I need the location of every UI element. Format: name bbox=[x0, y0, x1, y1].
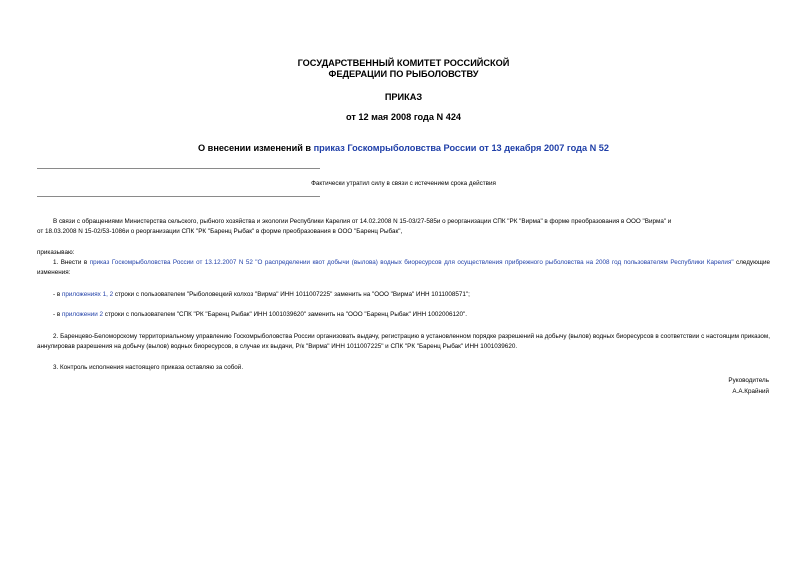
document-type: ПРИКАЗ bbox=[384, 92, 423, 102]
item-1 bbox=[37, 258, 770, 278]
order-word: приказываю: bbox=[37, 249, 75, 256]
sub-item-1-prefix: - в bbox=[53, 291, 62, 298]
item-3: 3. Контроль исполнения настоящего приказа оставляю за собой. bbox=[53, 364, 244, 371]
issuer-line-2: ФЕДЕРАЦИИ ПО РЫБОЛОВСТВУ bbox=[328, 69, 479, 79]
signature-name: А.А.Крайний bbox=[732, 388, 769, 395]
sub-item-2 bbox=[37, 310, 770, 320]
preamble-text-1: В связи с обращениями Министерства сельского, рыбного хозяйства и экологии Республики Карелия от 14.02.2008 N 15-03/27-585и о реорганизации СПК "РК "Вирма" в форме преобразования в ООО "Вирма" и bbox=[53, 218, 672, 225]
preamble-line-2: от 18.03.2008 N 15-02/53-1086и о реорганизации СПК "РК "Баренц Рыбак" в форме преобразования в ООО "Баренц Рыбак", bbox=[37, 228, 403, 235]
item-1-order-link[interactable]: приказ Госкомрыболовства России от 13.12.2007 N 52 "О распределении квот добычи (вылова) водных биоресурсов для осуществления прибрежного рыболовства на 2008 год пользователям Республики Карелия" bbox=[89, 259, 734, 266]
divider-bottom bbox=[37, 196, 320, 197]
document-title bbox=[0, 143, 807, 153]
appendix-2-link[interactable]: приложении 2 bbox=[61, 311, 104, 318]
divider-top bbox=[37, 168, 320, 169]
sub-item-2-prefix: - в bbox=[53, 311, 62, 318]
title-referenced-order-link[interactable]: приказ Госкомрыболовства России от 13 декабря 2007 года N 52 bbox=[313, 143, 610, 153]
document-date-number: от 12 мая 2008 года N 424 bbox=[345, 112, 462, 122]
sub-item-2-suffix: строки с пользователем "СПК "РК "Баренц Рыбак" ИНН 1001039620" заменить на "ООО "Баренц Рыбак" ИНН 1002006120". bbox=[103, 311, 467, 318]
item-1-prefix: 1. Внести в bbox=[53, 259, 90, 266]
sub-item-1 bbox=[37, 290, 770, 300]
item-1-suffix: следующие изменения: bbox=[37, 259, 770, 276]
sub-item-1-suffix: строки с пользователем "Рыболовецкий колхоз "Вирма" ИНН 1011007225" заменить на "ООО "Вирма" ИНН 1011008571"; bbox=[113, 291, 470, 298]
item-2: 2. Баренцево-Беломорскому территориальному управлению Госкомрыболовства России организовать выдачу, регистрацию в установленном порядке разрешений на добычу (вылов) водных биоресурсов в соответствии с настоящим приказом, аннулировав разрешения на добычу (вылов) водных биоресурсов, в случае их выдачи, Р/к "Вирма" ИНН 1011007225" и СПК "РК "Баренц Рыбак" ИНН 1001039620. bbox=[37, 333, 770, 350]
appendices-1-2-link[interactable]: приложениях 1, 2 bbox=[61, 291, 114, 298]
title-prefix: О внесении изменений в bbox=[197, 143, 314, 153]
preamble-line-1 bbox=[37, 217, 770, 227]
status-notice: Фактически утратил силу в связи с истечением срока действия bbox=[311, 180, 496, 187]
signature-role: Руководитель bbox=[728, 377, 769, 384]
issuer-line-1: ГОСУДАРСТВЕННЫЙ КОМИТЕТ РОССИЙСКОЙ bbox=[297, 58, 510, 68]
